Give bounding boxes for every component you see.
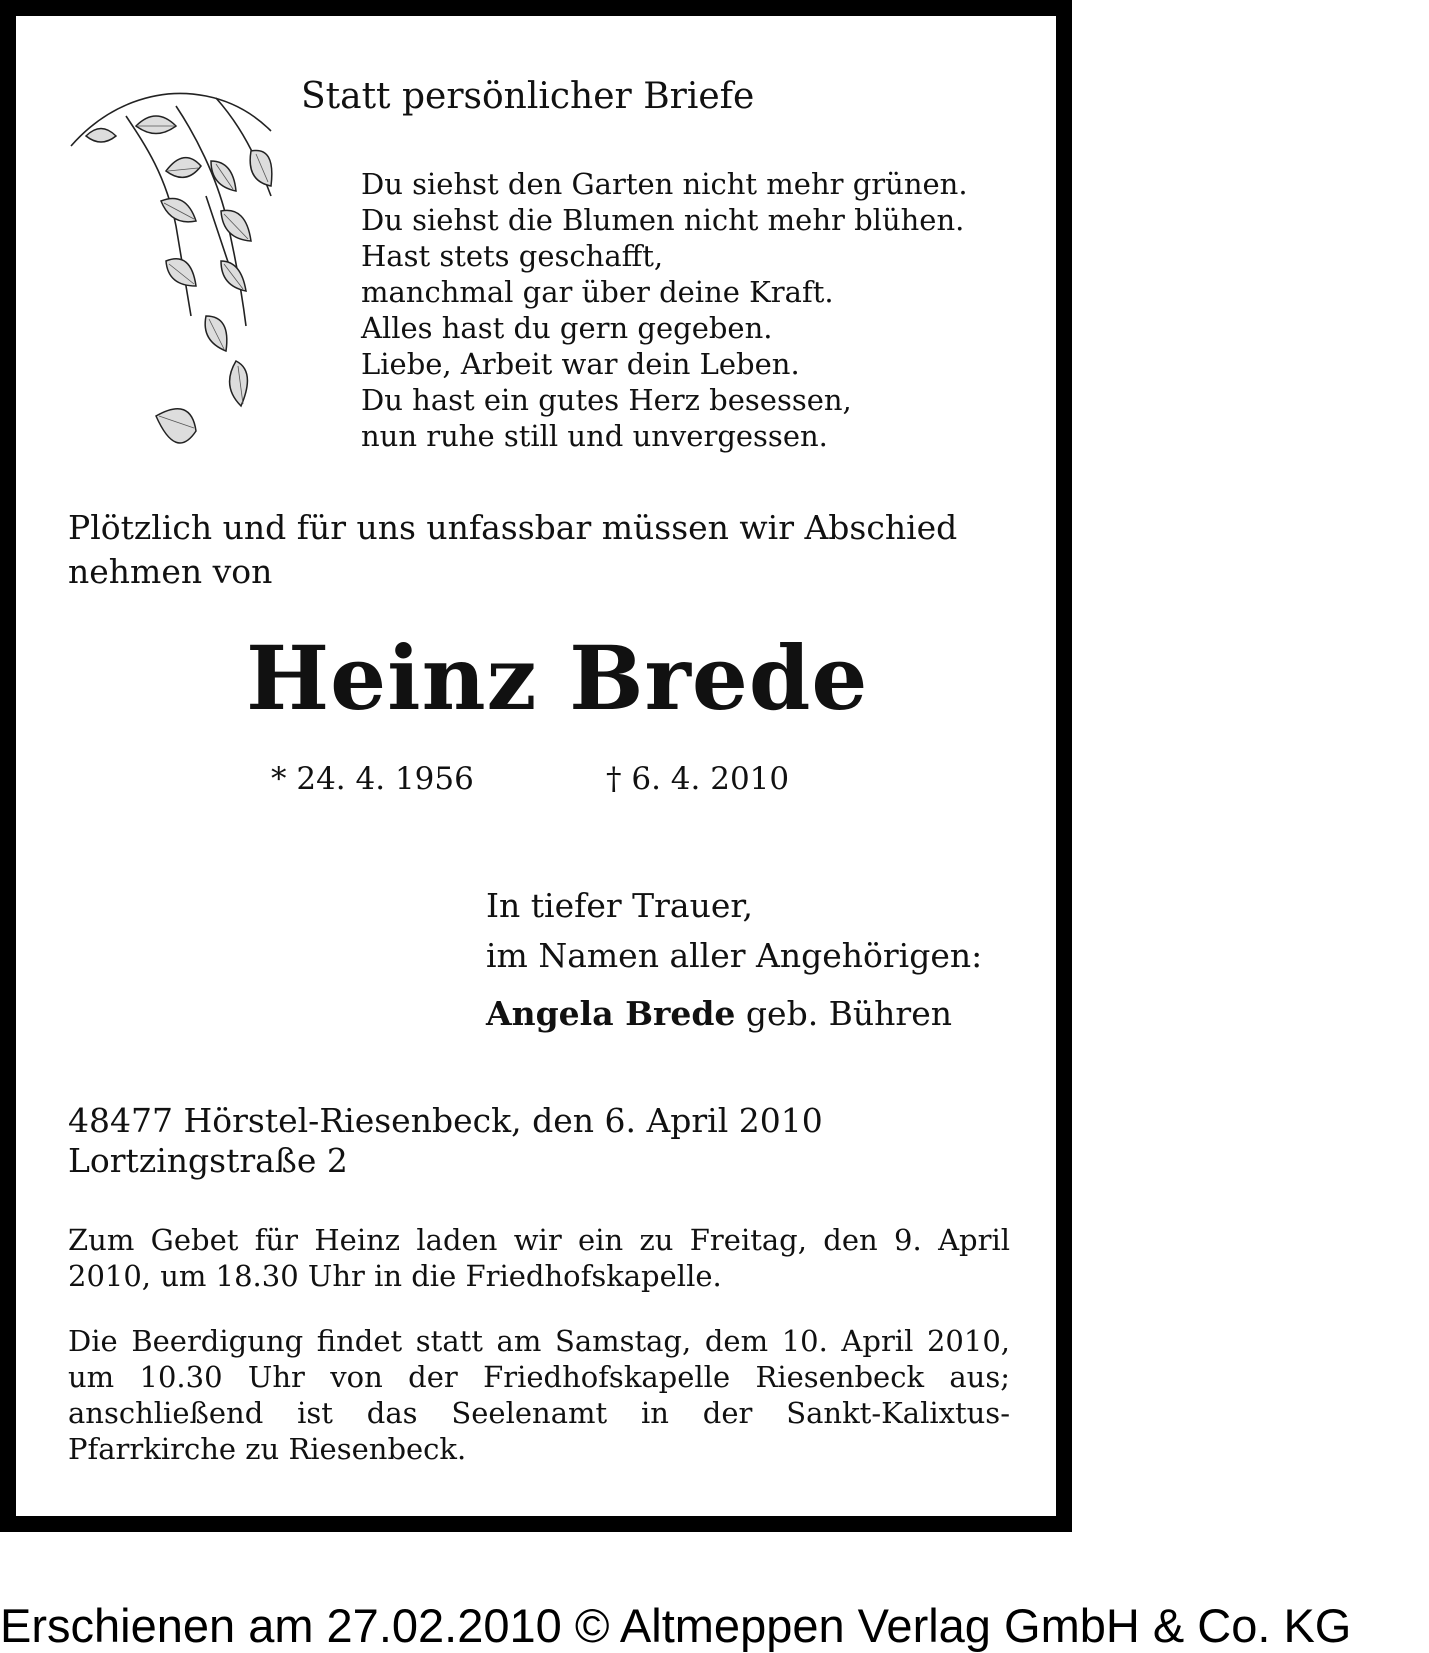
intro-text: Plötzlich und für uns unfassbar müssen wir Abschied nehmen von [68,508,958,591]
poem-line: Liebe, Arbeit war dein Leben. [361,347,800,381]
poem-line: Alles hast du gern gegeben. [361,311,773,345]
notice-heading: Statt persönlicher Briefe [301,76,755,117]
publication-footer: Erschienen am 27.02.2010 © Altmeppen Verlag GmbH & Co. KG [0,1599,1352,1652]
mourning-line: In tiefer Trauer, [486,886,754,925]
mourning-block [486,881,982,1039]
poem-line: Du siehst die Blumen nicht mehr blühen. [361,203,965,237]
poem-line: Du hast ein gutes Herz besessen, [361,383,852,417]
signer [486,989,982,1039]
obituary-notice [16,16,1056,1516]
birth-date: * 24. 4. 1956 [271,761,474,797]
address-line: 48477 Hörstel-Riesenbeck, den 6. April 2010 [68,1101,823,1140]
address-line: Lortzingstraße 2 [68,1141,348,1180]
prayer-text: Zum Gebet für Heinz laden wir ein zu Freitag, den 9. April 2010, um 18.30 Uhr in die Friedhofskapelle. [68,1223,1010,1293]
death-date: † 6. 4. 2010 [606,761,790,797]
deceased-name: Heinz Brede [246,626,869,730]
poem [361,166,968,454]
signer-maiden-name: geb. Bühren [735,994,952,1033]
address-block [68,1101,823,1181]
birch-branch-icon [66,86,296,476]
poem-line: manchmal gar über deine Kraft. [361,275,834,309]
poem-line: nun ruhe still und unvergessen. [361,419,828,453]
signer-name: Angela Brede [486,994,736,1033]
mourning-line: im Namen aller Angehörigen: [486,936,983,975]
funeral-text: Die Beerdigung findet statt am Samstag, dem 10. April 2010, um 10.30 Uhr von der Friedhofskapelle Riesenbeck aus; anschließend ist das Seelenamt in der Sankt-Kalixtus-Pfarrkirche zu Riesenbeck. [68,1324,1010,1466]
poem-line: Du siehst den Garten nicht mehr grünen. [361,167,968,201]
poem-line: Hast stets geschafft, [361,239,664,273]
